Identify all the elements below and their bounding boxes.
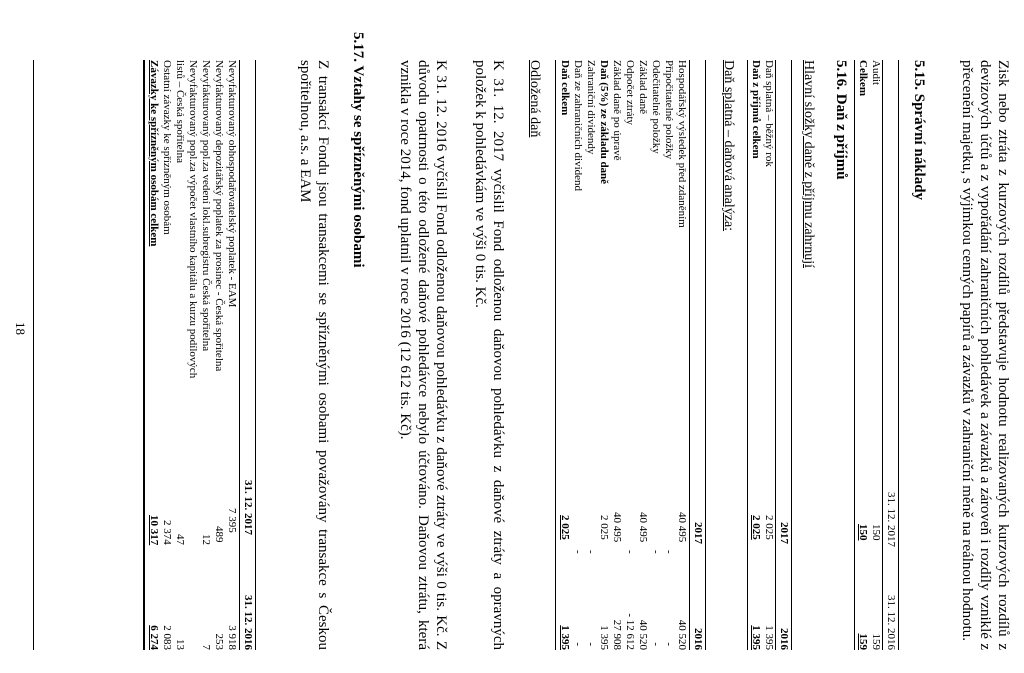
table-row [636,60,649,650]
row-value-2017: - [663,550,675,554]
table-rule [791,60,792,650]
row-label: Nevyfakturovaný popl.za výpočet vlastního kapitálu a kurzu podílových [187,60,199,379]
row-value-2016: 1 395 [598,625,610,650]
table-row [662,60,675,650]
table-row [584,60,597,650]
row-value-2016: 159 [857,633,869,650]
row-label: Daň (5%) ze základu daně [598,60,610,185]
table-row [212,60,225,650]
footer-rule [33,60,34,650]
table-rule [854,60,855,650]
col-header-2016: 31. 12. 2016 [242,595,254,650]
table-header-row [241,60,254,650]
row-label: Základ daně po úpravě [611,60,623,161]
subheading-deferred-tax: Odložená daň [527,60,542,138]
section-heading-5-16: 5.16. Daň z příjmů [833,60,849,180]
table-rule [555,60,556,650]
table-rule [255,60,256,650]
row-value-2017: 489 [213,526,225,543]
col-header-2016: 2016 [778,628,790,650]
table-total-row [147,60,160,650]
section-heading-5-17: 5.17. Vztahy se spřízněnými osobami [350,32,366,268]
col-header-2017: 31. 12. 2017 [885,492,897,547]
row-value-2017: 40 495 [637,512,649,543]
row-label: Audit [870,60,882,86]
fx-gain-paragraph: Zisk nebo ztráta z kurzových rozdílů představuje hodnotu realizovaných kurzových rozdílů z devizových účtů a z vypořádání zahraničních pohledávek a závazků a zároveň i rozdíly vzniklé z přecenění majetku, s výjimkou cenných papírů a závazků v zahraniční měně na reálnou hodnotu. [959,60,1011,650]
row-value-2016: 6 274 [148,625,160,650]
row-label: Základ daně [637,60,649,115]
page-number: 18 [13,322,28,335]
row-label: Připočitatelné položky [663,60,675,160]
table-rule [239,60,240,650]
row-value-2017: 10 317 [148,515,160,546]
row-label: Celkem [857,60,869,97]
related-parties-paragraph: Z transakcí Fondu jsou transakcemi se spřízněnými osobami považovány transakce s Českou spořitelnou, a.s. a EAM [297,60,331,650]
row-label: Ostatní závazky ke spřízněným osobám [161,60,173,235]
row-label: Nevyfakturovaný depozitářský poplatek za prosinec - Česká spořitelna [213,60,225,372]
table-rule [775,60,776,650]
row-value-2017: 2 025 [559,515,571,540]
row-value-2016: - [663,642,675,646]
table-row [199,60,212,650]
deferred-tax-paragraph-2016: K 31. 12. 2016 vyčíslil Fond odloženou daňovou pohledávku z daňové ztráty ve výši 0 tis. Kč. Z důvodu opatrnosti o této odložené daňové pohledávce nebylo účtováno. Daňovou ztrátu, která vznikla v roce 2014, fond uplatnil v roce 2016 (12 612 tis. Kč). [397,60,449,650]
row-value-2017: 150 [870,524,882,541]
table-header-row [777,60,790,650]
row-label: Zahraniční dividendy [585,60,597,155]
table-row [623,60,636,650]
row-value-2017: - [585,550,597,554]
row-label: Daň ze zahraničních dividend [572,60,584,192]
row-value-2017: - [650,550,662,554]
row-value-2017: 2 025 [763,515,775,540]
table-header-row [884,60,897,650]
row-label: Daň splatná – běžný rok [763,60,775,167]
table-row [160,60,173,650]
table-row [173,60,186,650]
table-row [571,60,584,650]
table-rule [882,60,883,650]
row-value-2016: 7 [200,644,212,650]
row-value-2016: 13 [174,639,186,650]
row-value-2016: 27 908 [611,619,623,650]
table-rule [689,60,690,650]
row-value-2017: 2 025 [750,515,762,540]
table-header-row [691,60,704,650]
row-label: Závazky ke spřízněným osobám celkem [148,60,160,247]
row-value-2016: 2 083 [161,625,173,650]
table-row [610,60,623,650]
row-value-2016: 1 395 [750,625,762,650]
row-value-2016: 253 [213,633,225,650]
row-value-2017: 150 [857,524,869,541]
table-double-rule [143,60,145,650]
row-label: listů – Česká spořitelna [174,60,186,163]
row-value-2017: - [572,550,584,554]
table-rule [898,60,899,650]
row-label: Hospodářský výsledek před zdaněním [676,60,688,228]
section-heading-5-15: 5.15. Správní náklady [911,60,927,201]
row-value-2017: 7 395 [226,508,238,533]
col-header-2016: 2016 [692,628,704,650]
table-row [649,60,662,650]
row-label: Odpočet ztráty [624,60,636,126]
row-value-2016: 3 918 [226,625,238,650]
table-total-row [856,60,869,650]
table-rule [705,60,706,650]
row-value-2017: 40 495 [611,512,623,543]
row-value-2017: 2 025 [598,515,610,540]
col-header-2016: 31. 12. 2016 [885,595,897,650]
subheading-tax-analysis: Daň splatná – daňová analýza: [721,60,736,232]
table-total-row [558,60,571,650]
table-row [869,60,882,650]
table-row [597,60,610,650]
row-value-2017: 2 374 [161,520,173,545]
table-row [762,60,775,650]
table-row [186,60,199,650]
row-value-2017: 40 495 [676,512,688,543]
row-value-2016: 159 [870,633,882,650]
row-label: Daň celkem [559,60,571,116]
row-value-2016: 1 395 [559,625,571,650]
table-row [225,60,238,650]
row-value-2016: - 12 612 [624,613,636,650]
row-label: Nevyfakturovaný popl.za vedení lokl.subregistru Česká spořitelna [200,60,212,352]
table-total-row [749,60,762,650]
row-label: Nevyfakturovaný obhospodařovatelský poplatek - EAM [226,60,238,308]
row-value-2016: 1 395 [763,625,775,650]
col-header-2017: 2017 [778,522,790,544]
row-label: Odečitatelné položky [650,60,662,154]
row-value-2016: - [650,642,662,646]
row-value-2016: - [572,642,584,646]
row-label: Daň z příjmů celkem [750,60,762,159]
table-row [675,60,688,650]
col-header-2017: 2017 [692,522,704,544]
table-rule [747,60,748,650]
row-value-2016: 40 520 [637,619,649,650]
row-value-2017: 12 [200,534,212,545]
col-header-2017: 31. 12. 2017 [242,480,254,535]
row-value-2017: 47 [174,534,186,545]
row-value-2016: - [585,642,597,646]
row-value-2016: 40 520 [676,619,688,650]
subheading-main-components: Hlavní složky daně z příjmu zahrnují [801,60,816,268]
row-value-2017: - [624,550,636,554]
deferred-tax-paragraph-2017: K 31. 12. 2017 vyčíslil Fond odloženou daňovou pohledávku z daňové ztráty a opravných položek k pohledávkám ve výši 0 tis. Kč. [472,60,506,650]
